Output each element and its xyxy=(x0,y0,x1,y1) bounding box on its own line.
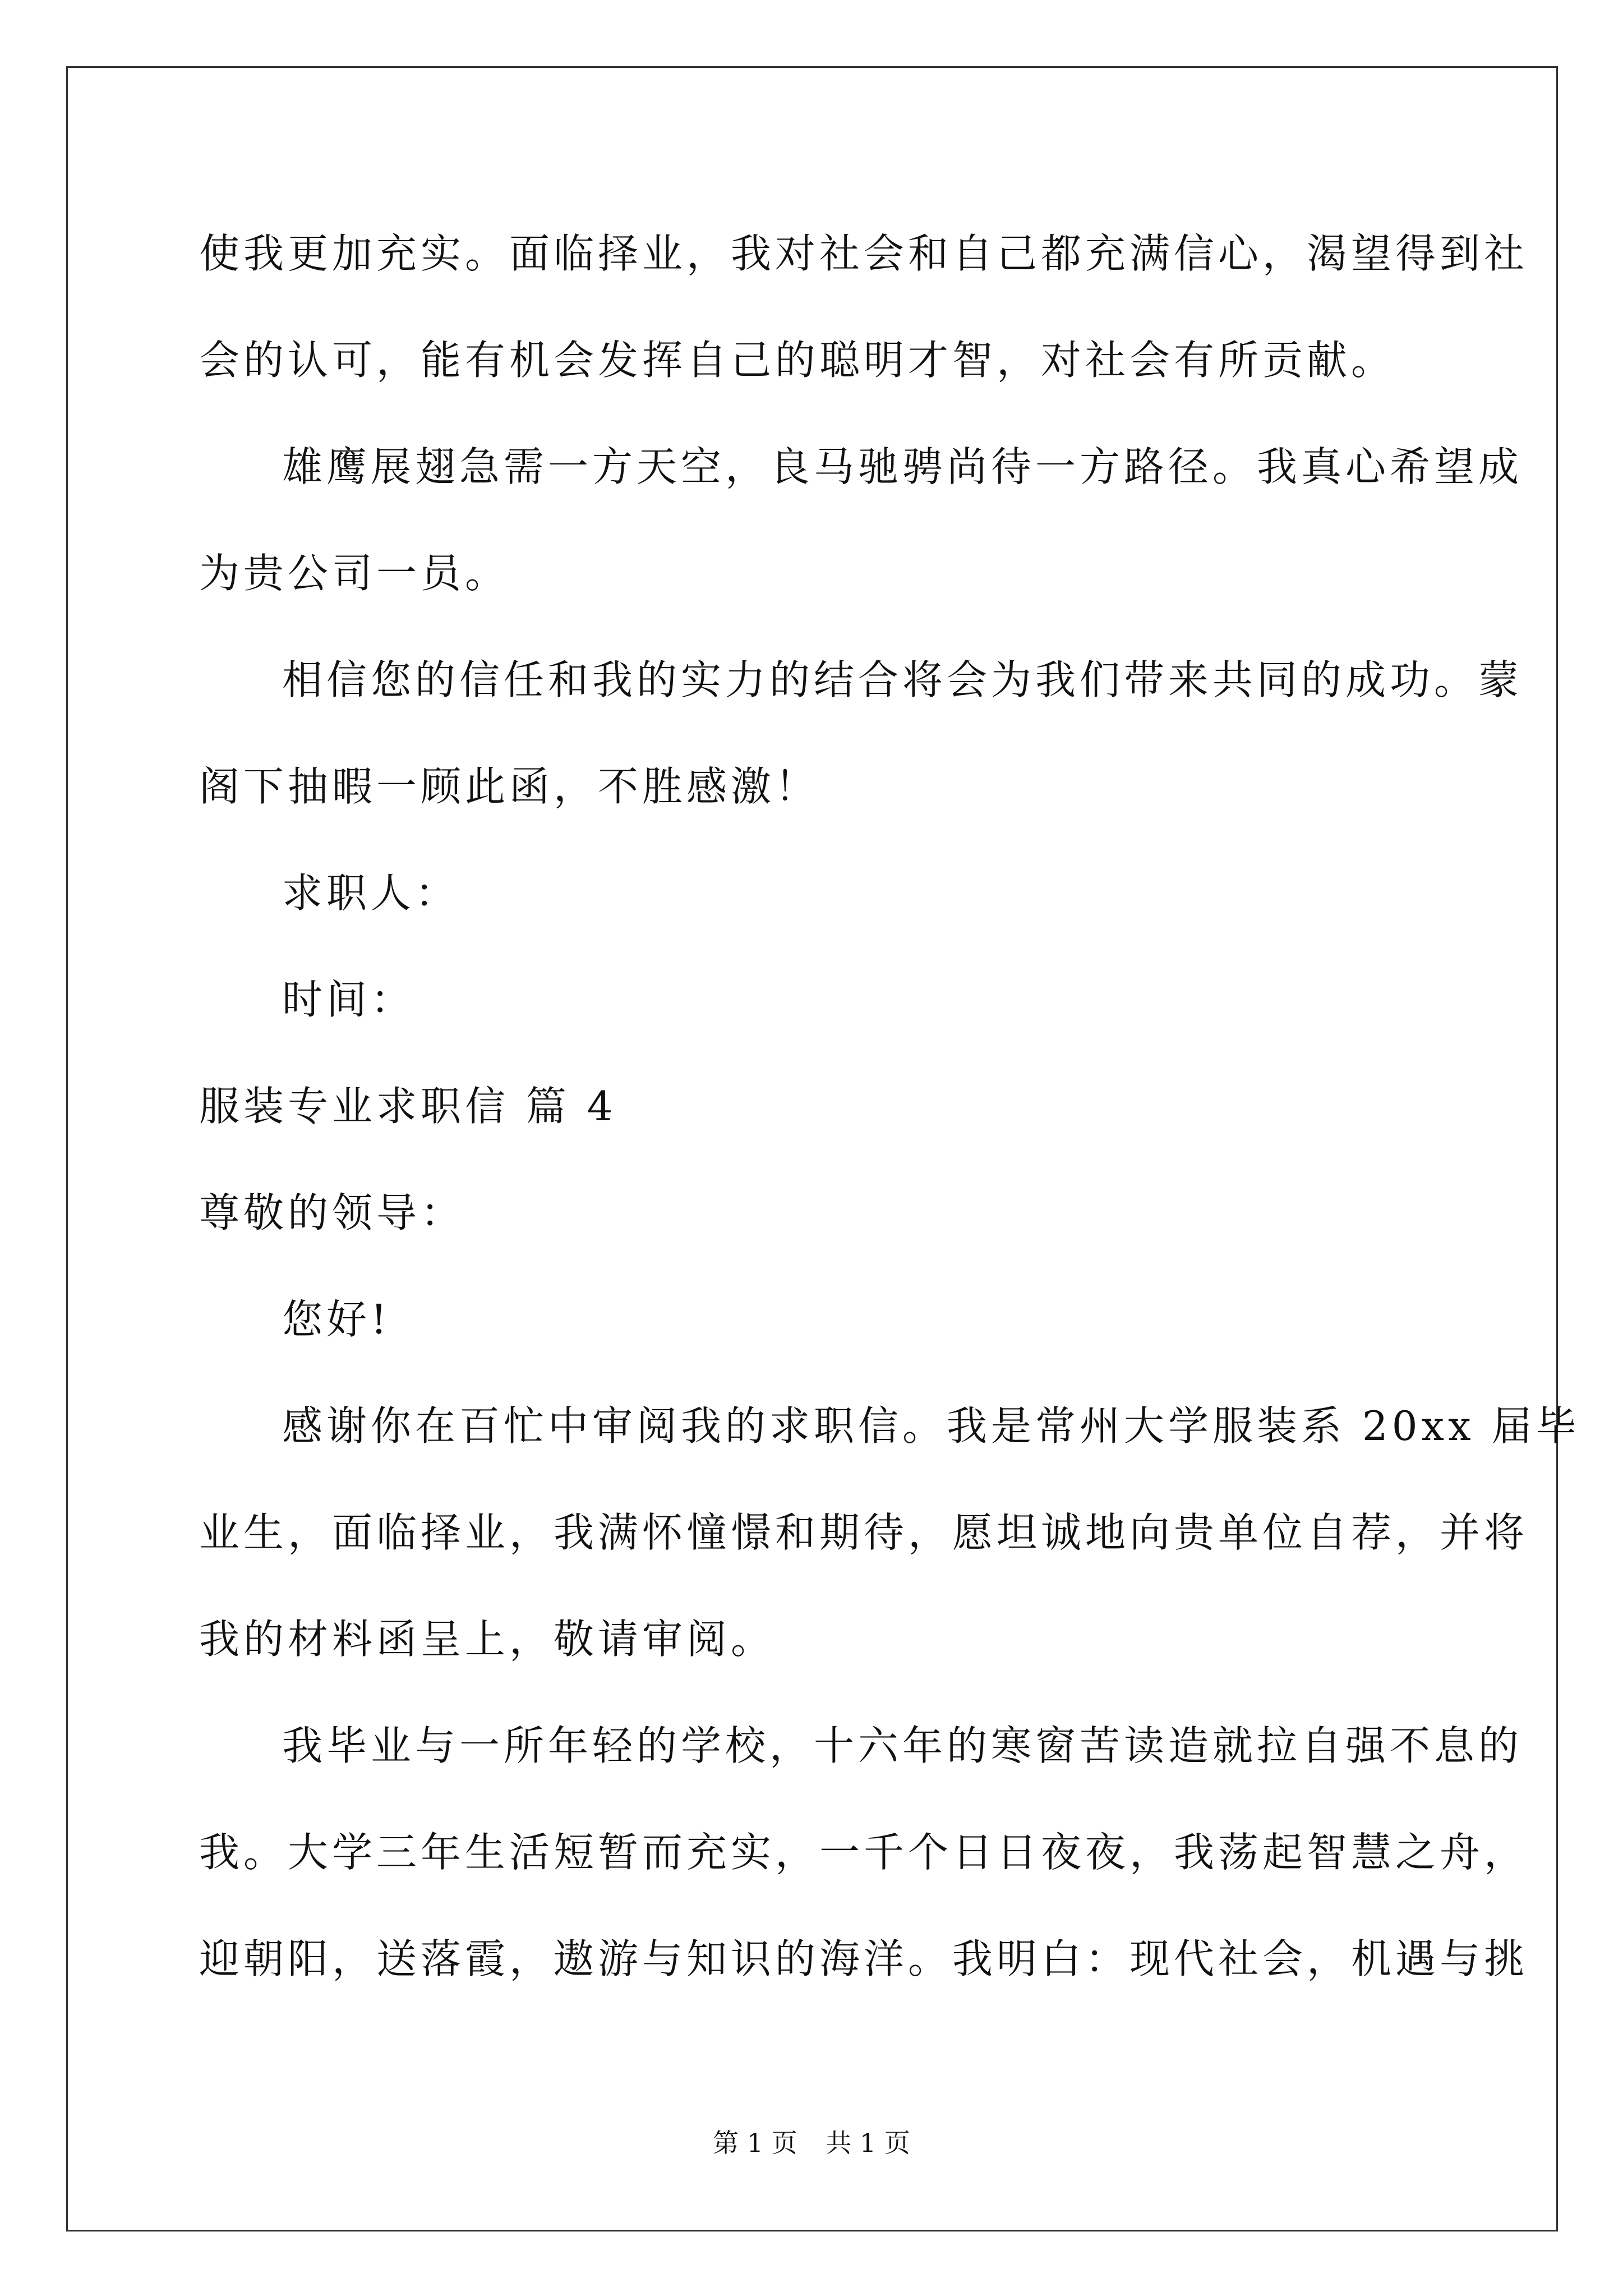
greeting: 您好! xyxy=(282,1296,391,1343)
section-heading: 服装专业求职信 篇 4 xyxy=(199,1083,617,1130)
page-number: 第 1 页 xyxy=(713,2128,797,2158)
page-total: 共 1 页 xyxy=(826,2128,910,2158)
date-label: 时间： xyxy=(282,976,416,1023)
salutation: 尊敬的领导： xyxy=(199,1189,465,1236)
text-line: 阁下抽暇一顾此函，不胜感激！ xyxy=(199,763,820,810)
text-line: 我的材料函呈上，敬请审阅。 xyxy=(199,1616,776,1663)
page-footer xyxy=(0,2126,1623,2160)
paragraph-line: 雄鹰展翅急需一方天空，良马驰骋尚待一方路径。我真心希望成 xyxy=(282,443,1523,490)
paragraph-line: 相信您的信任和我的实力的结合将会为我们带来共同的成功。蒙 xyxy=(282,656,1523,703)
applicant-label: 求职人： xyxy=(282,869,460,917)
paragraph-line: 感谢你在百忙中审阅我的求职信。我是常州大学服装系 20xx 届毕 xyxy=(282,1402,1580,1450)
text-line: 使我更加充实。面临择业，我对社会和自己都充满信心，渴望得到社 xyxy=(199,230,1529,277)
text-line: 业生，面临择业，我满怀憧憬和期待，愿坦诚地向贵单位自荐，并将 xyxy=(199,1509,1529,1556)
text-line: 会的认可，能有机会发挥自己的聪明才智，对社会有所贡献。 xyxy=(199,337,1396,384)
paragraph-line: 我毕业与一所年轻的学校，十六年的寒窗苦读造就拉自强不息的 xyxy=(282,1722,1523,1769)
text-line: 迎朝阳，送落霞，遨游与知识的海洋。我明白：现代社会，机遇与挑 xyxy=(199,1935,1529,1982)
document-body xyxy=(199,227,1580,2039)
text-line: 我。大学三年生活短暂而充实，一千个日日夜夜，我荡起智慧之舟， xyxy=(199,1829,1529,1876)
text-line: 为贵公司一员。 xyxy=(199,550,510,597)
